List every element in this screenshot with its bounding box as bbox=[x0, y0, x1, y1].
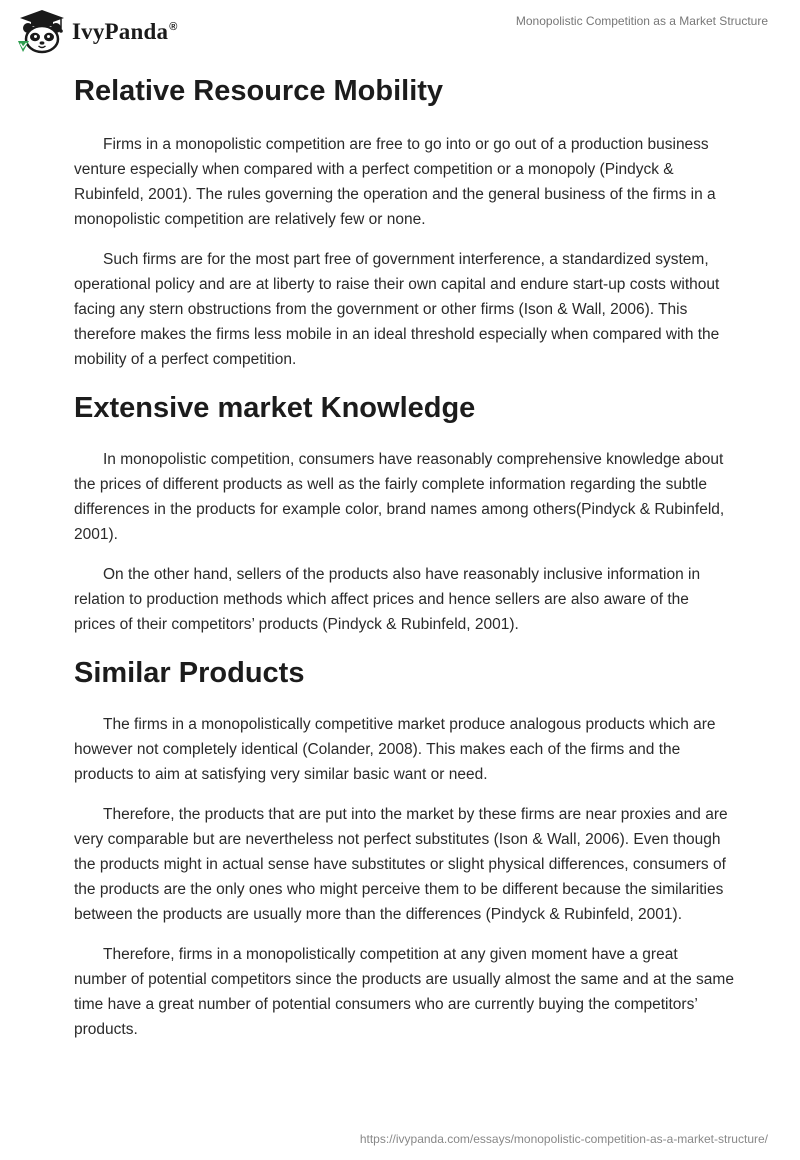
paragraph: Therefore, the products that are put into the market by these firms are near proxies and are very comparable but are nevertheless not perfect substitutes (Ison & Wall, 2006). Even though the products might in actual sense have substitutes or slight physical differences, consumers of the products are the only ones who might perceive them to be different because the similarities between the products are usually more than the differences (Pindyck & Rubinfeld, 2001). bbox=[74, 806, 728, 923]
essay-body bbox=[74, 70, 734, 1042]
paragraph: On the other hand, sellers of the products also have reasonably inclusive information in relation to production methods which affect prices and hence sellers are also aware of the prices of their competitors’ products (Pindyck & Rubinfeld, 2001). bbox=[74, 566, 701, 633]
document-title: Monopolistic Competition as a Market Structure bbox=[515, 14, 768, 28]
section-heading: Extensive market Knowledge bbox=[74, 392, 476, 424]
paragraph: Such firms are for the most part free of government interference, a standardized system, operational policy and are at liberty to raise their own capital and endure start-up costs without facing any stern obstructions from the government or other firms (Ison & Wall, 2006). This therefore makes the firms less mobile in an ideal threshold especially when compared with the mobility of a perfect competition. bbox=[74, 251, 720, 368]
paragraph: Firms in a monopolistic competition are free to go into or go out of a production business venture especially when compared with a perfect competition or a monopoly (Pindyck & Rubinfeld, 2001). The rules governing the operation and the general business of the firms in a monopolistic competition are relatively few or none. bbox=[74, 136, 716, 228]
paragraph: Therefore, firms in a monopolistically competition at any given moment have a great number of potential competitors since the products are usually almost the same and at the same time have a great number of potential consumers who are currently buying the competitors’ products. bbox=[74, 946, 734, 1038]
source-url[interactable]: https://ivypanda.com/essays/monopolistic-competition-as-a-market-structure/ bbox=[359, 1132, 768, 1146]
page-header bbox=[0, 0, 800, 60]
section-heading: Similar Products bbox=[74, 657, 305, 689]
paragraph: In monopolistic competition, consumers have reasonably comprehensive knowledge about the prices of different products as well as the fairly complete information regarding the subtle differences in the products for example color, brand names among others(Pindyck & Rubinfeld, 2001). bbox=[74, 451, 725, 543]
ivypanda-logo[interactable] bbox=[16, 8, 178, 54]
section-relative-resource-mobility bbox=[74, 70, 734, 372]
section-similar-products bbox=[74, 652, 734, 1042]
paragraph: The firms in a monopolistically competitive market produce analogous products which are however not completely identical (Colander, 2008). This makes each of the firms and the products to aim at satisfying very similar basic want or need. bbox=[74, 716, 716, 783]
section-heading: Relative Resource Mobility bbox=[74, 75, 444, 107]
panda-graduate-icon bbox=[16, 8, 68, 54]
logo-wordmark: IvyPanda bbox=[72, 19, 169, 44]
registered-mark: ® bbox=[169, 21, 178, 34]
section-extensive-market-knowledge bbox=[74, 387, 734, 637]
